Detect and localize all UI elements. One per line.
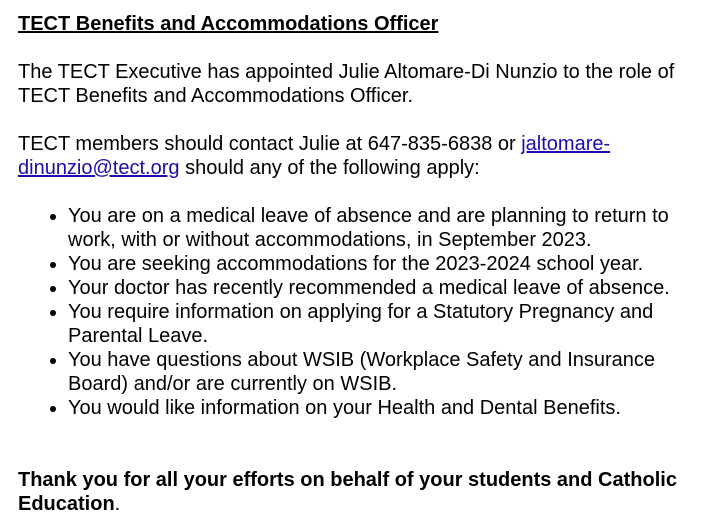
list-item: • Your doctor has recently recommended a medical leave of absence. [68, 276, 707, 300]
intro-paragraph: The TECT Executive has appointed Julie Altomare-Di Nunzio to the role of TECT Benefits and Accommodations Officer. [18, 61, 675, 107]
list-item: • You would like information on your Health and Dental Benefits. [68, 396, 707, 420]
contact-text-before: TECT members should contact Julie at 647-835-6838 or [18, 133, 522, 155]
list-item: • You require information on applying for a Statutory Pregnancy and Parental Leave. [68, 300, 707, 348]
conditions-list [18, 204, 707, 420]
closing-period: . [114, 493, 121, 515]
closing-paragraph [18, 468, 707, 516]
list-item: • You are seeking accommodations for the 2023-2024 school year. [68, 252, 707, 276]
closing-bold-text: Thank you for all your efforts on behalf of your students and Catholic Education [18, 469, 677, 515]
email-link[interactable]: jaltomare-dinunzio@tect.org [18, 133, 611, 179]
contact-text-after: should any of the following apply: [179, 157, 480, 179]
list-item: • You are on a medical leave of absence and are planning to return to work, with or without accommodations, in September 2023. [68, 204, 707, 252]
list-item: • You have questions about WSIB (Workplace Safety and Insurance Board) and/or are currently on WSIB. [68, 348, 707, 396]
contact-paragraph [18, 132, 707, 180]
page-title: TECT Benefits and Accommodations Officer [18, 13, 439, 35]
